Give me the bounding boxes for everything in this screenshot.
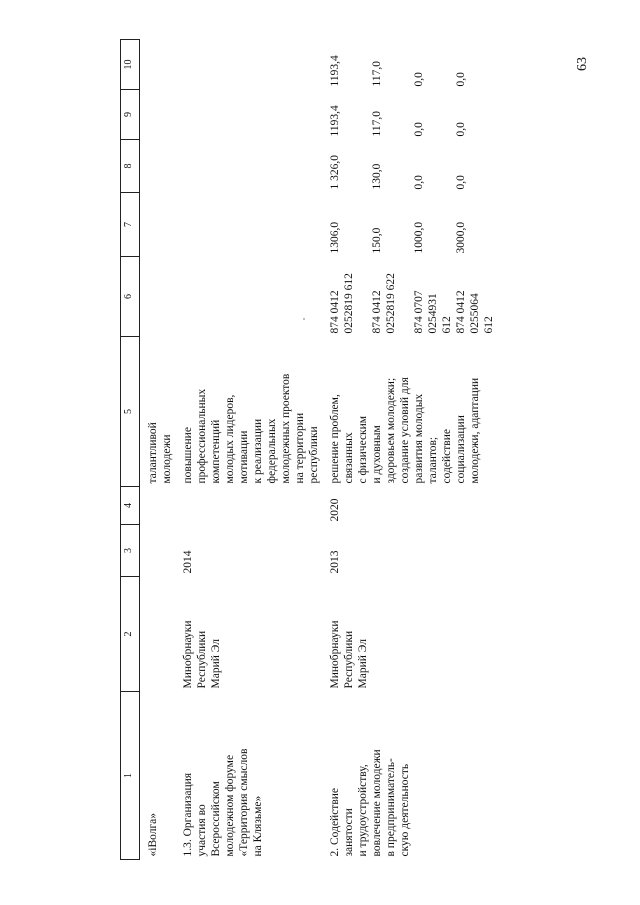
table-row xyxy=(175,40,322,860)
cell-line: талантливой xyxy=(147,422,159,484)
cell-line: содействие xyxy=(441,429,453,484)
cell-col-2 xyxy=(140,577,176,692)
cell-col-7 xyxy=(322,193,497,257)
cell-col-10 xyxy=(175,40,322,90)
column-header-5: 5 xyxy=(121,337,140,487)
column-header-9: 9 xyxy=(121,90,140,140)
cell-line: Минобрнауки xyxy=(182,620,194,689)
cell-line: на территории xyxy=(294,412,306,484)
cell-col-8 xyxy=(322,140,497,193)
column-header-3: 3 xyxy=(121,525,140,577)
cell-line: 3000,0 xyxy=(455,221,467,254)
cell-line: социализации xyxy=(455,415,467,484)
cell-line: молодежи xyxy=(161,434,173,484)
cell-line: «Территория смыслов xyxy=(238,748,250,857)
scan-speck xyxy=(303,318,305,320)
cell-line xyxy=(384,43,398,87)
cell-line: 874 0707 xyxy=(413,290,425,334)
cell-line: на Клязьме» xyxy=(252,795,264,857)
cell-line xyxy=(384,143,398,190)
cell-col-7 xyxy=(140,193,176,257)
cell-line xyxy=(356,43,370,87)
cell-line xyxy=(384,196,398,254)
cell-line: здоровьем молодежи; xyxy=(385,377,397,484)
cell-line: молодежном форуме xyxy=(224,754,236,857)
column-header-8: 8 xyxy=(121,140,140,193)
cell-line xyxy=(398,196,412,254)
cell-line: решение проблем, xyxy=(329,394,341,484)
cell-line: «iВолга» xyxy=(147,812,159,857)
cell-col-5 xyxy=(140,337,176,487)
cell-line xyxy=(440,43,454,87)
cell-line xyxy=(384,93,398,137)
cell-col-9 xyxy=(322,90,497,140)
cell-line xyxy=(426,196,440,254)
cell-line: 0255064 xyxy=(469,293,481,334)
cell-line xyxy=(398,260,412,334)
cell-col-10 xyxy=(322,40,497,90)
cell-line: 1193,4 xyxy=(329,105,341,137)
cell-line: 0254931 xyxy=(427,293,439,334)
cell-line: 0252819 612 xyxy=(343,273,355,334)
cell-col-7 xyxy=(175,193,322,257)
cell-line: в предприниматель- xyxy=(385,758,397,857)
cell-line: и духовным xyxy=(371,425,383,484)
column-header-7: 7 xyxy=(121,193,140,257)
cell-line: 0,0 xyxy=(413,175,425,190)
budget-table xyxy=(120,39,497,860)
cell-line xyxy=(398,143,412,190)
column-header-4: 4 xyxy=(121,487,140,525)
cell-line xyxy=(440,143,454,190)
cell-line xyxy=(356,196,370,254)
cell-col-2 xyxy=(322,577,497,692)
cell-line: 612 xyxy=(483,316,495,334)
cell-line: 2. Содействие xyxy=(329,787,341,857)
cell-line: 1193,4 xyxy=(329,55,341,87)
cell-col-1 xyxy=(322,692,497,860)
cell-line: Марий Эл xyxy=(210,639,222,689)
cell-col-9 xyxy=(175,90,322,140)
cell-line xyxy=(356,260,370,334)
cell-line: молодежных проектов xyxy=(280,373,292,484)
cell-line: 874 0412 xyxy=(455,290,467,334)
cell-col-4 xyxy=(140,487,176,525)
page-number: 63 xyxy=(575,57,590,71)
column-header-10: 10 xyxy=(121,40,140,90)
cell-col-2 xyxy=(175,577,322,692)
cell-line xyxy=(426,143,440,190)
cell-col-3: 2014 xyxy=(182,550,194,574)
cell-col-6 xyxy=(140,257,176,337)
cell-col-5 xyxy=(322,337,497,487)
cell-line xyxy=(440,196,454,254)
table-row xyxy=(140,40,176,860)
cell-line xyxy=(426,93,440,137)
cell-col-8 xyxy=(175,140,322,193)
cell-line xyxy=(398,43,412,87)
cell-line: Минобрнауки xyxy=(329,620,341,689)
cell-col-4: 2020 xyxy=(329,498,341,522)
cell-col-3 xyxy=(140,525,176,577)
cell-line xyxy=(342,196,356,254)
cell-line: 874 0412 xyxy=(371,290,383,334)
cell-line: связанных xyxy=(343,432,355,484)
cell-line: 1.3. Организация xyxy=(182,772,194,857)
cell-line xyxy=(342,43,356,87)
cell-line xyxy=(398,93,412,137)
column-header-1: 1 xyxy=(121,692,140,860)
header-row xyxy=(121,40,140,860)
cell-col-8 xyxy=(140,140,176,193)
cell-line: с физическим xyxy=(357,415,369,484)
cell-line: 130,0 xyxy=(371,163,383,190)
column-header-6: 6 xyxy=(121,257,140,337)
column-header-2: 2 xyxy=(121,577,140,692)
cell-line: 612 xyxy=(441,316,453,334)
cell-line: федеральных xyxy=(266,418,278,484)
cell-line: молодых лидеров, xyxy=(224,394,236,484)
cell-line: 0,0 xyxy=(455,72,467,87)
cell-line: Марий Эл xyxy=(357,639,369,689)
cell-line: 117,0 xyxy=(371,61,383,87)
cell-line: участия во xyxy=(196,804,208,857)
cell-line xyxy=(440,93,454,137)
cell-col-6 xyxy=(322,257,497,337)
cell-col-3: 2013 xyxy=(329,550,341,574)
cell-col-5 xyxy=(175,337,322,487)
cell-line: талантов; xyxy=(427,436,439,484)
cell-line: 0252819 622 xyxy=(385,273,397,334)
cell-col-4 xyxy=(175,487,322,525)
cell-line: 150,0 xyxy=(371,227,383,254)
cell-line: и трудоустройству, xyxy=(357,764,369,857)
rotated-table-sheet xyxy=(120,40,620,860)
cell-line: вовлечение молодежи xyxy=(371,749,383,857)
cell-line xyxy=(426,43,440,87)
cell-line xyxy=(356,93,370,137)
cell-line: 117,0 xyxy=(371,111,383,137)
cell-line: 0,0 xyxy=(413,72,425,87)
cell-col-1 xyxy=(140,692,176,860)
cell-line: занятости xyxy=(343,808,355,857)
cell-line: Республики xyxy=(196,630,208,689)
cell-line: молодежи, адаптации xyxy=(469,377,481,484)
cell-line: 1 326,0 xyxy=(329,155,341,190)
cell-col-9 xyxy=(140,90,176,140)
cell-line: к реализации xyxy=(252,418,264,484)
table-row xyxy=(322,40,497,860)
cell-col-6 xyxy=(175,257,322,337)
cell-line: мотивации xyxy=(238,430,250,484)
cell-line xyxy=(342,143,356,190)
cell-line: повышение xyxy=(182,427,194,484)
cell-line xyxy=(356,143,370,190)
cell-line: 1306,0 xyxy=(329,221,341,254)
cell-line: 0,0 xyxy=(413,122,425,137)
cell-line: компетенций xyxy=(210,419,222,484)
cell-line: 0,0 xyxy=(455,175,467,190)
cell-line: 874 0412 xyxy=(329,290,341,334)
cell-line: республики xyxy=(308,426,320,484)
cell-line: профессиональных xyxy=(196,388,208,484)
cell-line: Республики xyxy=(343,630,355,689)
cell-line: 1000,0 xyxy=(413,221,425,254)
cell-line xyxy=(342,93,356,137)
cell-line: развития молодых xyxy=(413,393,425,484)
cell-line: скую деятельность xyxy=(399,763,411,857)
cell-line: Всероссийском xyxy=(210,781,222,857)
cell-col-10 xyxy=(140,40,176,90)
cell-line: создание условий для xyxy=(399,377,411,484)
cell-line: 0,0 xyxy=(455,122,467,137)
cell-col-1 xyxy=(175,692,322,860)
